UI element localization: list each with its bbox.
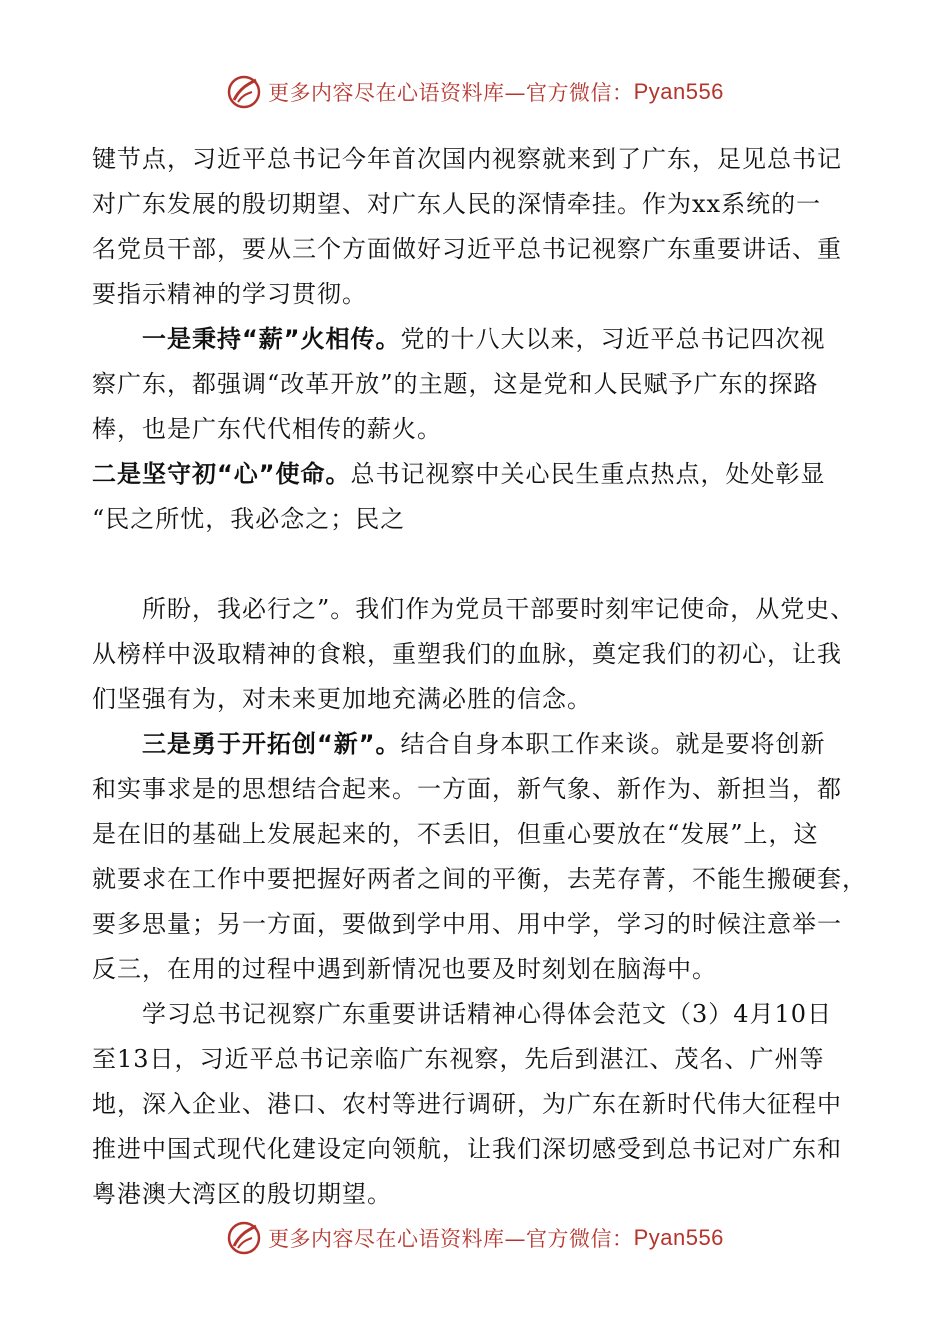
xinyu-logo-icon: [226, 1220, 262, 1256]
paragraph-5: [92, 722, 867, 992]
text-line: [92, 452, 862, 497]
text-run: 结合自身本职工作来谈。就是要将创新: [400, 730, 826, 758]
paragraph-6: [92, 992, 862, 1217]
text-line: 们坚强有为，对未来更加地充满必胜的信念。: [92, 685, 592, 713]
text-line: 学习总书记视察广东重要讲话精神心得体会范文（3）4月10日: [142, 1000, 833, 1028]
xinyu-logo-icon: [226, 74, 262, 110]
text-line: 要指示精神的学习贯彻。: [92, 280, 367, 308]
text-line: 所盼，我必行之”。我们作为党员干部要时刻牢记使命，从党史、: [142, 595, 856, 623]
paragraph-3: [92, 452, 862, 542]
paragraph-1: [92, 137, 862, 317]
text-line: 是在旧的基础上发展起来的，不丢旧，但重心要放在“发展”上，这: [92, 820, 819, 848]
paragraph-4: [92, 587, 862, 722]
text-line: 地，深入企业、港口、农村等进行调研，为广东在新时代伟大征程中: [92, 1090, 842, 1118]
text-line: [92, 317, 862, 362]
banner-text: 更多内容尽在心语资料库—官方微信：: [268, 1227, 634, 1251]
banner-wechat-id: Pyan556: [633, 79, 724, 104]
text-line: 名党员干部，要从三个方面做好习近平总书记视察广东重要讲话、重: [92, 235, 842, 263]
text-line: 棒，也是广东代代相传的薪火。: [92, 415, 442, 443]
text-line: 对广东发展的殷切期望、对广东人民的深情牵挂。作为xx系统的一: [92, 190, 822, 218]
text-line: 反三，在用的过程中遇到新情况也要及时刻划在脑海中。: [92, 955, 717, 983]
footer-banner: [0, 1216, 950, 1260]
text-line: 至13日，习近平总书记亲临广东视察，先后到湛江、茂名、广州等: [92, 1045, 825, 1073]
text-line: 推进中国式现代化建设定向领航，让我们深切感受到总书记对广东和: [92, 1135, 842, 1163]
banner-wechat-id: Pyan556: [633, 1225, 724, 1250]
text-line: 键节点，习近平总书记今年首次国内视察就来到了广东，足见总书记: [92, 145, 842, 173]
text-line: 和实事求是的思想结合起来。一方面，新气象、新作为、新担当，都: [92, 775, 842, 803]
text-line: 察广东，都强调“改革开放”的主题，这是党和人民赋予广东的探路: [92, 370, 819, 398]
heading-inline: 一是秉持“薪”火相传。: [142, 325, 401, 353]
document-body: [92, 137, 867, 1217]
heading-inline: 二是坚守初“心”使命。: [92, 460, 351, 488]
heading-inline: 三是勇于开拓创“新”。: [142, 730, 401, 758]
paragraph-2: [92, 317, 862, 452]
header-banner: [0, 70, 950, 114]
text-run: 总书记视察中关心民生重点热点，处处彰显: [350, 460, 826, 488]
banner-text: 更多内容尽在心语资料库—官方微信：: [268, 81, 634, 105]
text-line: 要多思量；另一方面，要做到学中用、用中学，学习的时候注意举一: [92, 910, 842, 938]
text-line: 粤港澳大湾区的殷切期望。: [92, 1180, 392, 1208]
text-run: 党的十八大以来，习近平总书记四次视: [400, 325, 826, 353]
text-line: [92, 722, 862, 767]
text-line: “民之所忧，我必念之；民之: [92, 505, 406, 533]
text-line: 就要求在工作中要把握好两者之间的平衡，去芜存菁，不能生搬硬套，: [92, 865, 867, 893]
blank-line: [92, 542, 862, 587]
text-line: 从榜样中汲取精神的食粮，重塑我们的血脉，奠定我们的初心，让我: [92, 640, 842, 668]
